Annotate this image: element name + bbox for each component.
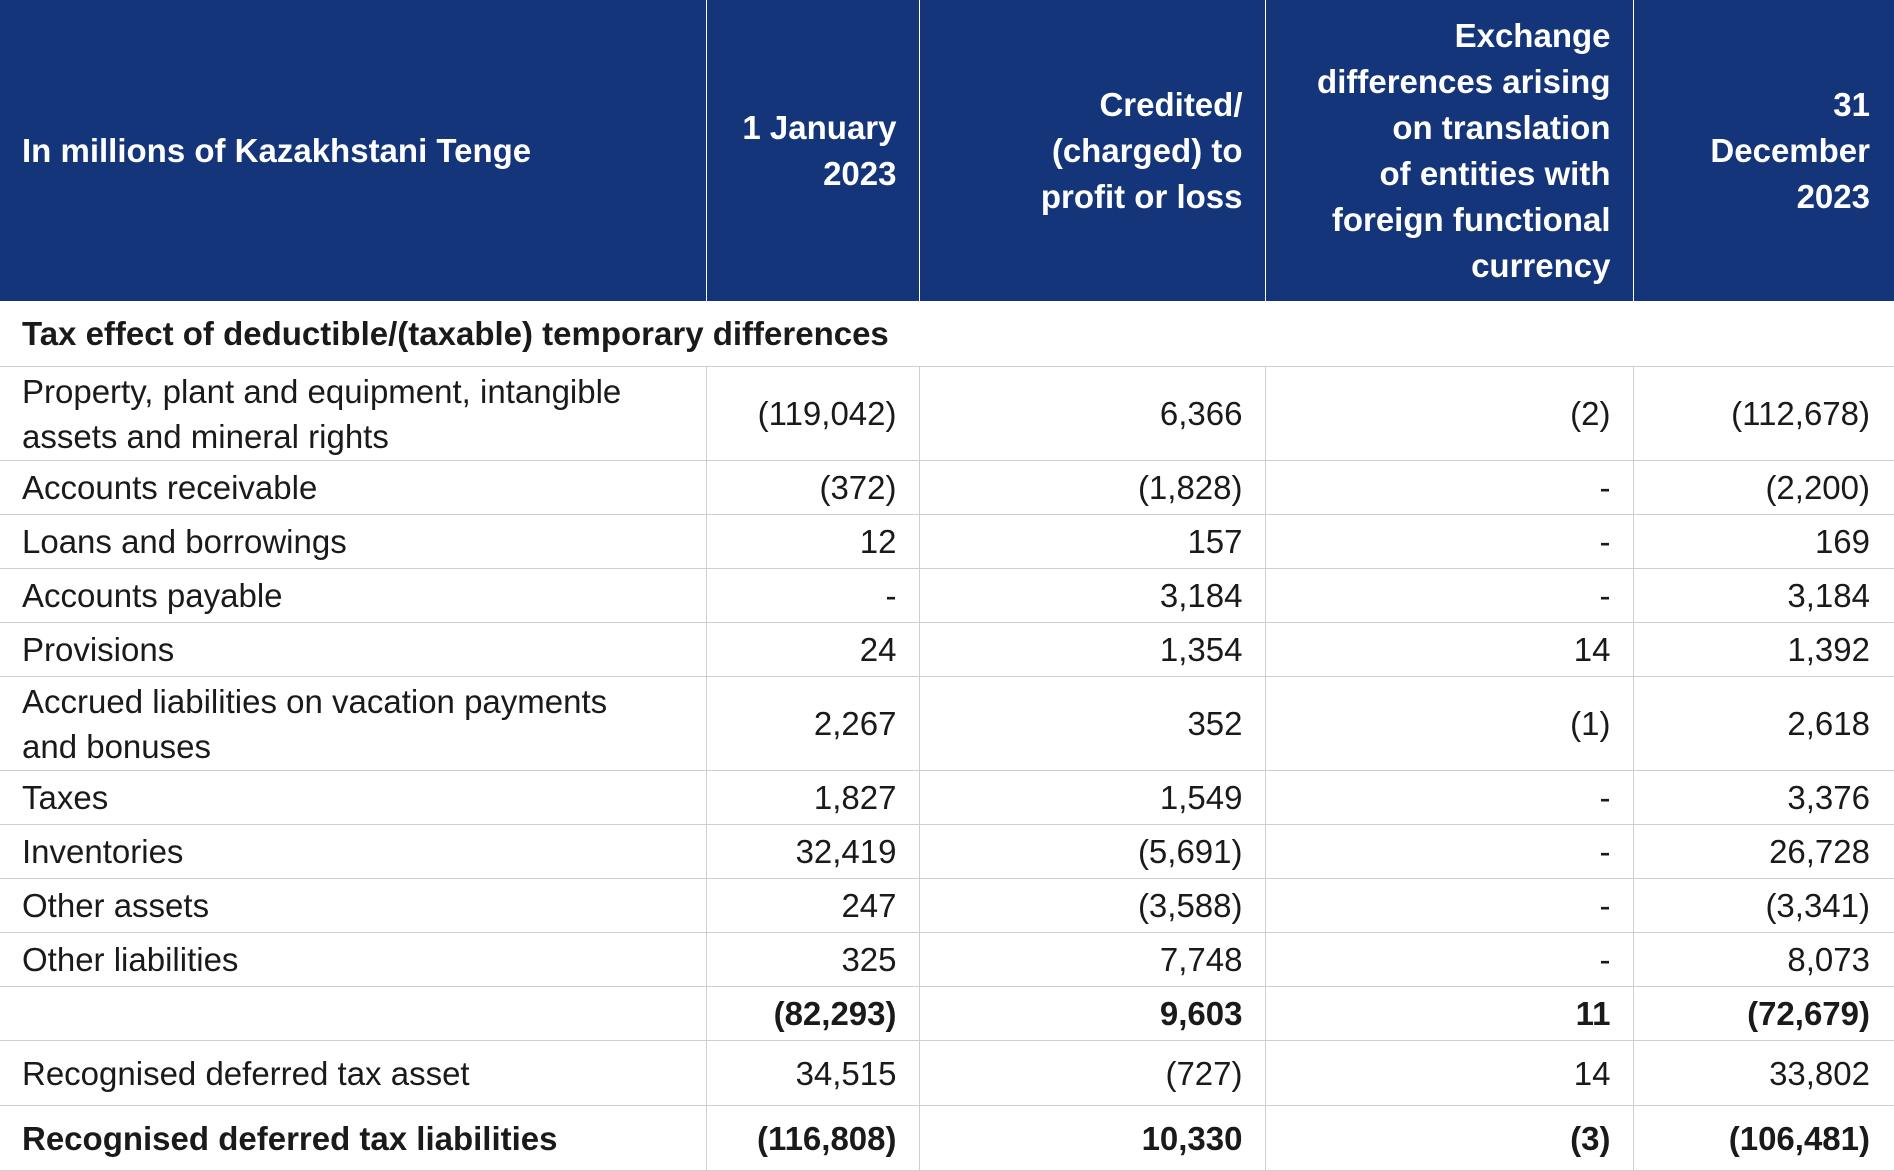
table-header — [0, 0, 1894, 301]
header-line: differences arising — [1317, 62, 1611, 100]
cell-fx: - — [1265, 771, 1633, 825]
row-label: Loans and borrowings — [0, 515, 706, 569]
subtotal-dec: (72,679) — [1633, 987, 1894, 1041]
header-description-text: In millions of Kazakhstani Tenge — [22, 131, 532, 169]
header-line: 2023 — [1796, 177, 1870, 215]
table-row — [0, 825, 1894, 879]
cell-dec: (3,341) — [1633, 879, 1894, 933]
table-row — [0, 515, 1894, 569]
liabilities-fx: (3) — [1265, 1106, 1633, 1171]
header-1-january-2023 — [706, 0, 919, 301]
cell-fx: - — [1265, 515, 1633, 569]
subtotal-fx: 11 — [1265, 987, 1633, 1041]
cell-pl: 6,366 — [919, 367, 1265, 461]
asset-dec: 33,802 — [1633, 1041, 1894, 1106]
table-row — [0, 461, 1894, 515]
cell-jan: 24 — [706, 623, 919, 677]
header-line: 31 — [1833, 85, 1870, 123]
header-line: 2023 — [823, 154, 897, 192]
cell-jan: 247 — [706, 879, 919, 933]
cell-dec: (2,200) — [1633, 461, 1894, 515]
section-row — [0, 301, 1894, 367]
table-row — [0, 623, 1894, 677]
table-row — [0, 569, 1894, 623]
section-title: Tax effect of deductible/(taxable) temporary differences — [0, 301, 1894, 367]
header-exchange-differences — [1265, 0, 1633, 301]
cell-pl: 3,184 — [919, 569, 1265, 623]
subtotal-row — [0, 987, 1894, 1041]
table-row — [0, 367, 1894, 461]
row-label — [0, 367, 706, 461]
table-row — [0, 933, 1894, 987]
header-line: on translation — [1392, 108, 1611, 146]
subtotal-label — [0, 987, 706, 1041]
cell-dec: 3,376 — [1633, 771, 1894, 825]
cell-fx: (2) — [1265, 367, 1633, 461]
cell-pl: 352 — [919, 677, 1265, 771]
asset-pl: (727) — [919, 1041, 1265, 1106]
cell-jan: (119,042) — [706, 367, 919, 461]
row-label: Accounts payable — [0, 569, 706, 623]
cell-pl: 1,549 — [919, 771, 1265, 825]
row-label: Inventories — [0, 825, 706, 879]
header-profit-or-loss — [919, 0, 1265, 301]
cell-fx: - — [1265, 461, 1633, 515]
deferred-tax-liabilities-row — [0, 1106, 1894, 1171]
header-31-december-2023 — [1633, 0, 1894, 301]
row-label: Other liabilities — [0, 933, 706, 987]
cell-dec: (112,678) — [1633, 367, 1894, 461]
deferred-tax-asset-row — [0, 1041, 1894, 1106]
header-line: foreign functional — [1331, 200, 1611, 238]
asset-jan: 34,515 — [706, 1041, 919, 1106]
table-body — [0, 301, 1894, 1171]
liabilities-dec: (106,481) — [1633, 1106, 1894, 1171]
liabilities-pl: 10,330 — [919, 1106, 1265, 1171]
cell-fx: - — [1265, 569, 1633, 623]
row-label: Other assets — [0, 879, 706, 933]
cell-pl: 157 — [919, 515, 1265, 569]
cell-jan: - — [706, 569, 919, 623]
header-line: Credited/ — [1099, 85, 1243, 123]
cell-fx: - — [1265, 933, 1633, 987]
cell-fx: (1) — [1265, 677, 1633, 771]
header-line: profit or loss — [1040, 177, 1243, 215]
cell-fx: - — [1265, 879, 1633, 933]
cell-fx: 14 — [1265, 623, 1633, 677]
liabilities-jan: (116,808) — [706, 1106, 919, 1171]
header-line: December — [1710, 131, 1870, 169]
cell-dec: 8,073 — [1633, 933, 1894, 987]
liabilities-label: Recognised deferred tax liabilities — [0, 1106, 706, 1171]
row-label: Taxes — [0, 771, 706, 825]
cell-pl: 7,748 — [919, 933, 1265, 987]
cell-pl: (5,691) — [919, 825, 1265, 879]
cell-jan: 32,419 — [706, 825, 919, 879]
header-line: (charged) to — [1051, 131, 1243, 169]
subtotal-pl: 9,603 — [919, 987, 1265, 1041]
header-description — [0, 0, 706, 301]
cell-dec: 2,618 — [1633, 677, 1894, 771]
asset-fx: 14 — [1265, 1041, 1633, 1106]
header-line: Exchange — [1454, 16, 1611, 54]
header-line: currency — [1471, 246, 1611, 284]
subtotal-jan: (82,293) — [706, 987, 919, 1041]
cell-dec: 26,728 — [1633, 825, 1894, 879]
header-line: of entities with — [1379, 154, 1611, 192]
cell-jan: 1,827 — [706, 771, 919, 825]
cell-jan: 2,267 — [706, 677, 919, 771]
cell-dec: 1,392 — [1633, 623, 1894, 677]
cell-dec: 3,184 — [1633, 569, 1894, 623]
row-label: Accounts receivable — [0, 461, 706, 515]
asset-label: Recognised deferred tax asset — [0, 1041, 706, 1106]
row-label: Provisions — [0, 623, 706, 677]
cell-pl: 1,354 — [919, 623, 1265, 677]
table-row — [0, 771, 1894, 825]
header-row — [0, 0, 1894, 301]
label-line: Accrued liabilities on vacation payments — [22, 682, 608, 720]
cell-fx: - — [1265, 825, 1633, 879]
label-line: and bonuses — [22, 727, 211, 765]
cell-jan: (372) — [706, 461, 919, 515]
label-line: Property, plant and equipment, intangible — [22, 372, 622, 410]
table-row — [0, 879, 1894, 933]
cell-jan: 325 — [706, 933, 919, 987]
cell-jan: 12 — [706, 515, 919, 569]
cell-dec: 169 — [1633, 515, 1894, 569]
cell-pl: (1,828) — [919, 461, 1265, 515]
table-row — [0, 677, 1894, 771]
header-line: 1 January — [742, 108, 897, 146]
row-label — [0, 677, 706, 771]
label-line: assets and mineral rights — [22, 417, 389, 455]
cell-pl: (3,588) — [919, 879, 1265, 933]
